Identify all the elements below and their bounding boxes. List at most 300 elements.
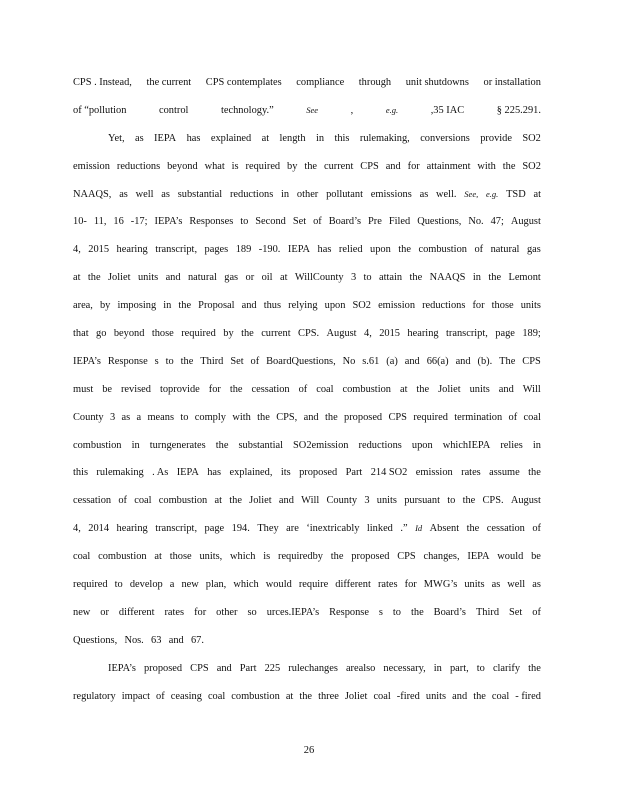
word: relies [500,439,523,451]
word: units, [199,551,223,563]
word: CPS . Instead, [73,77,132,88]
word: required [73,579,108,591]
word: develop [129,579,163,591]
word: linked [366,523,393,535]
word: the [304,160,318,172]
word: NAAQS, [73,188,112,200]
word: 2014 [88,523,110,535]
word: regulatory [73,690,116,702]
word: and [216,662,232,674]
word: which [233,579,259,591]
word: has [317,244,332,256]
word: emission [415,467,453,479]
word: different [118,606,155,618]
word: CPS. [482,495,504,507]
word: 3 [364,495,370,507]
word: 4, [364,328,372,340]
word: at [73,272,81,284]
word: or installation [483,77,541,88]
word: are [286,523,299,535]
word: page [495,328,515,340]
word: 10- [73,216,87,228]
word: and [168,634,184,646]
word: and [455,355,471,367]
word: plan, [205,579,227,591]
word: ,35 IAC [430,104,465,116]
word: (b). [477,355,493,367]
word: Part [345,467,363,479]
word: reductions [116,160,161,172]
word: of “pollution [73,104,127,116]
word: to [114,579,123,591]
word: hearing [116,523,148,535]
word: relying [288,300,318,312]
word: .” [400,523,408,535]
word: the [241,328,254,340]
word: Questions, [73,634,118,646]
word: of [118,495,127,507]
word: Will [301,495,320,507]
word: the [502,160,516,172]
word: the [87,272,101,284]
word: to [363,272,372,284]
word: emissions [370,188,412,200]
word: coal [491,690,510,702]
word: emission [73,160,110,172]
word: -190. [258,244,281,256]
word: CPS. [298,328,320,340]
citation-signal: See, [464,188,479,199]
word: TSD [506,188,526,200]
word: assume [489,467,520,479]
word: in [281,188,290,200]
word: part, [449,662,469,674]
word: at [214,495,222,507]
word: the [528,662,541,674]
word: Set [509,606,523,618]
text-line [73,125,541,153]
word: the [462,495,476,507]
word: combustion [73,439,122,451]
word: Response [329,606,369,618]
word: clarify [492,662,521,674]
word: oil [261,272,273,284]
word: IEPA [467,551,490,563]
word: rulemaking, [359,132,410,144]
word: rates [461,467,481,479]
word: County [73,411,104,423]
word: those [151,328,174,340]
word: units [137,272,159,284]
word: unit shutdowns [405,77,469,88]
word: this [334,132,350,144]
word: 16 [113,216,124,228]
text-line [73,655,541,683]
word: transcript, [446,328,488,340]
word: a [136,411,142,423]
word: go [96,328,107,340]
word: Response [107,355,148,367]
word: has [207,467,222,479]
word: CPS [397,551,416,563]
word: well [507,579,526,591]
word: arealso [345,662,376,674]
word: reductions [358,439,402,451]
word: what [204,160,225,172]
word: Board’s [328,216,362,228]
word: CPS [388,411,407,423]
word: at [533,188,541,200]
word: proposed [143,662,183,674]
word: 214 SO2 [370,467,408,479]
word: by [287,160,298,172]
word: the [398,244,411,256]
word: of [532,523,541,535]
word: would [497,551,524,563]
word: 66(a) [426,355,449,367]
word: SO2 [522,132,541,144]
word: and [385,160,401,172]
word: in [532,439,541,451]
word: August [326,328,357,340]
word: would [265,579,292,591]
word: BoardQuestions, [266,355,336,367]
word: IEPA’s [73,355,101,367]
word: in [163,300,172,312]
word: No. [468,216,484,228]
word: provide [480,132,512,144]
word: combustion [342,383,391,395]
word: rulechanges [288,662,338,674]
word: conversions [420,132,470,144]
word: SO2 [522,160,541,172]
text-line [73,348,541,376]
text-line [73,376,541,404]
word: attain [379,272,403,284]
word: explained [210,132,252,144]
word: CPS [190,662,209,674]
word: coal [316,383,334,395]
word: units [464,579,485,591]
word: § 225.291. [496,104,541,116]
word: units [425,690,447,702]
word: upon [324,300,346,312]
text-line [73,153,541,181]
word: of [156,690,165,702]
word: as [121,411,131,423]
word: transcript, [155,244,198,256]
text-line [73,264,541,292]
word: Joliet [438,383,461,395]
word: comply [194,411,226,423]
word: Part [239,662,257,674]
word: attainment [426,160,471,172]
word: be [531,551,541,563]
text-line [73,571,541,599]
word: August [510,216,541,228]
word: as [119,188,128,200]
word: its [280,467,291,479]
word: necessary, [383,662,426,674]
word: for [208,383,221,395]
word: for [407,160,420,172]
word: and [165,272,181,284]
word: proposed [299,467,338,479]
word: Absent [429,523,460,535]
word: technology.” [220,104,274,116]
word: IEPA’s [154,216,183,228]
word: Joliet [249,495,272,507]
word: of [250,355,260,367]
word: They [257,523,279,535]
word: the [528,467,541,479]
word: current [323,160,354,172]
word: and [404,355,420,367]
word: and [303,411,319,423]
word: CPS [360,160,379,172]
word: combustion [231,690,280,702]
word: ‘inextricably [306,523,360,535]
word: natural [187,272,217,284]
word: . As [152,467,169,479]
word: whichIEPA [442,439,491,451]
word: at [261,132,270,144]
word: pollutant [326,188,364,200]
word: and [498,383,514,395]
word: 11, [93,216,107,228]
word: Proposal [198,300,235,312]
word: to [476,662,485,674]
word: by [223,328,234,340]
text-line [73,627,541,655]
word: so [247,606,257,618]
text-line [73,181,541,209]
word: different [335,579,371,591]
word: impact [121,690,151,702]
word: revised [120,383,151,395]
word: be [102,383,112,395]
word: - fired [515,690,541,702]
word: imposing [117,300,157,312]
word: emission [378,300,416,312]
word: substantial [177,188,223,200]
word: SO2 [352,300,371,312]
word: WillCounty [294,272,344,284]
word: well [135,188,154,200]
word: 3 [350,272,357,284]
word: cessation [486,523,525,535]
word: substantial [238,439,283,451]
word: coal [73,551,91,563]
paragraph [73,69,541,125]
word: of [508,411,518,423]
word: 63 [151,634,162,646]
word: No [342,355,356,367]
word: -17; [130,216,148,228]
word: require [298,579,329,591]
word: IEPA [287,244,311,256]
word: natural [490,244,520,256]
word: the [324,411,338,423]
word: Will [522,383,541,395]
text-line [73,69,541,97]
word: 2015 [379,328,400,340]
citation-signal: See [306,104,319,115]
word: other [216,606,238,618]
word: -fired [396,690,420,702]
word: relied [338,244,363,256]
word: well. [436,188,457,200]
word: in [472,272,481,284]
word: pages [204,244,229,256]
word: the [488,272,502,284]
word: requiredby [277,551,323,563]
text-line [73,515,541,543]
word: this [73,467,89,479]
word: for [472,300,485,312]
text-line [73,487,541,515]
word: NAAQS [429,272,466,284]
citation-signal: Id [415,523,423,534]
word: the current [146,77,192,88]
word: beyond [167,160,198,172]
citation-signal: e.g. [486,188,499,199]
word: as [419,188,429,200]
page-number: 26 [303,745,315,756]
paragraph [73,125,541,655]
word: of [313,216,322,228]
word: hearing [116,244,148,256]
word: IEPA [154,132,177,144]
word: Questions, [417,216,462,228]
text-line [73,208,541,236]
text-line [73,459,541,487]
word: at [279,272,288,284]
word: length [279,132,306,144]
word: coal [207,690,226,702]
word: hearing [407,328,439,340]
text-line [73,292,541,320]
word: of [474,244,484,256]
word: 189 [235,244,252,256]
word: cessation [73,495,112,507]
word: to [165,355,174,367]
word: Filed [388,216,411,228]
word: the [215,439,229,451]
word: Pre [368,216,382,228]
word: and [241,300,257,312]
word: Joliet [344,690,368,702]
word: changes, [423,551,460,563]
word: units [376,495,397,507]
word: that [73,328,89,340]
word: rates [164,606,185,618]
word: those [491,300,514,312]
word: SO2emission [293,439,349,451]
word: coal [134,495,152,507]
word: combustion [98,551,147,563]
text-line [73,432,541,460]
word: Set [292,216,307,228]
word: Responses [189,216,234,228]
word: 225 [264,662,281,674]
word: proposed [344,411,383,423]
word: as [491,579,501,591]
word: page [204,523,225,535]
word: IEPA’s [108,662,136,674]
word: beyond [113,328,145,340]
word: the [178,300,192,312]
word: CPS [522,355,541,367]
word: MWG’s [423,579,458,591]
word: Second [255,216,286,228]
word: proposed [351,551,390,563]
word: current [261,328,291,340]
word: the [416,383,430,395]
word: the [257,411,270,423]
word: combustion [158,495,208,507]
text-line [73,543,541,571]
word: 2015 [88,244,110,256]
word: Joliet [108,272,131,284]
word: (a) [386,355,398,367]
word: a [169,579,175,591]
word: the [299,690,313,702]
word: 4, [73,244,81,256]
word: is [231,160,239,172]
word: new [73,606,91,618]
word: to [180,411,189,423]
word: as [532,579,541,591]
word: urces.IEPA’s [266,606,320,618]
word: which [230,551,256,563]
word: other [296,188,319,200]
word: reductions [422,300,466,312]
word: three [318,690,339,702]
text-line [73,236,541,264]
word: August [510,495,541,507]
word: with [232,411,251,423]
word: termination [454,411,503,423]
word: rulemaking [96,467,144,479]
word: 3 [109,411,116,423]
word: Set [230,355,244,367]
word: compliance [296,77,345,88]
word: new [181,579,199,591]
word: gas [224,272,239,284]
word: in [433,662,442,674]
word: the [229,495,242,507]
word: to [447,495,456,507]
word: or [245,272,255,284]
word: IEPA [176,467,199,479]
text-line [73,97,541,125]
word: thus [263,300,282,312]
text-line [73,683,541,711]
word: units [469,383,490,395]
word: s [378,606,383,618]
word: and [452,690,468,702]
word: of [532,606,541,618]
word: explained, [229,467,273,479]
text-line [73,404,541,432]
word: the [180,355,194,367]
word: s [154,355,159,367]
word: 189; [522,328,541,340]
word: at [154,551,162,563]
word: coal [373,690,391,702]
word: 4, [73,523,81,535]
